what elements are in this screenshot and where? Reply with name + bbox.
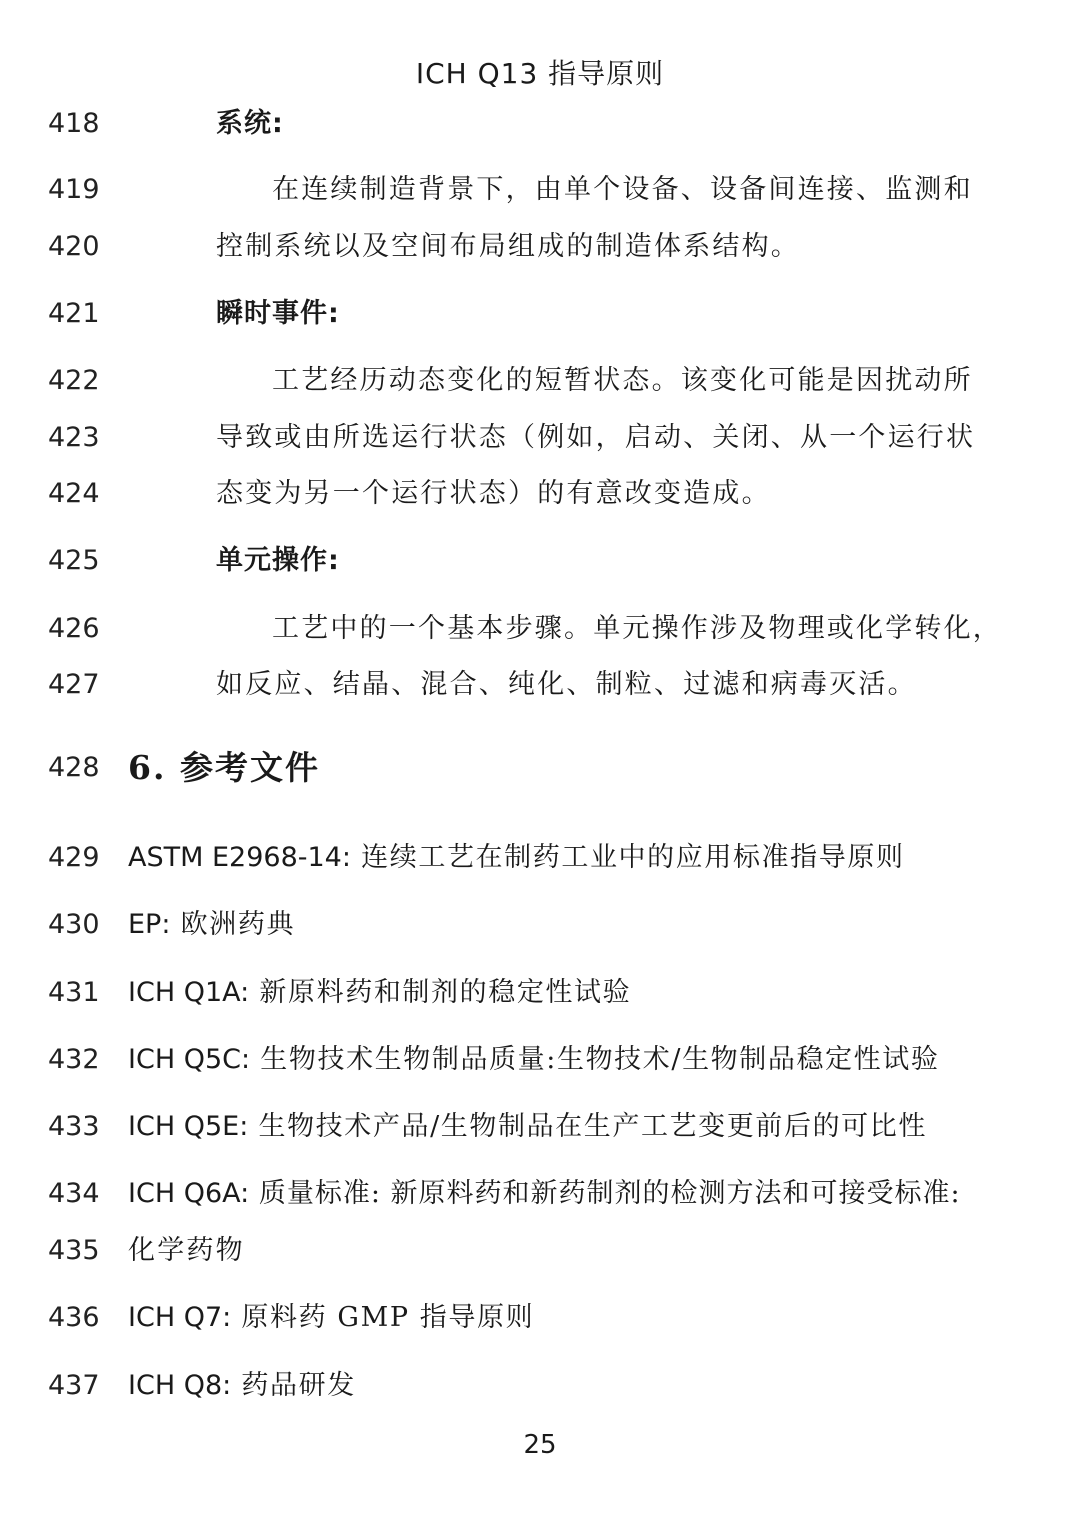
reference-title: 生物技术生物制品质量:生物技术/生物制品稳定性试验 bbox=[260, 1044, 940, 1075]
text-line bbox=[0, 541, 1080, 581]
section-heading: 6. 参考文件 bbox=[128, 748, 320, 787]
line-number: 421 bbox=[48, 298, 100, 329]
reference-entry bbox=[128, 973, 631, 1013]
line-number: 434 bbox=[48, 1178, 100, 1209]
reference-title: 生物技术产品/生物制品在生产工艺变更前后的可比性 bbox=[258, 1111, 927, 1142]
term-heading: 瞬时事件: bbox=[216, 298, 340, 329]
reference-entry bbox=[128, 1174, 961, 1214]
reference-code: ICH Q6A: bbox=[128, 1178, 250, 1209]
text-line bbox=[0, 170, 1080, 210]
text-line bbox=[0, 1366, 1080, 1406]
line-number: 430 bbox=[48, 909, 100, 940]
line-number: 437 bbox=[48, 1370, 100, 1401]
definition-text: 导致或由所选运行状态（例如，启动、关闭、从一个运行状 bbox=[216, 422, 976, 453]
reference-entry bbox=[128, 838, 905, 878]
text-line bbox=[0, 609, 1080, 649]
reference-code: ICH Q5E: bbox=[128, 1111, 249, 1142]
reference-title: 原料药 GMP 指导原则 bbox=[241, 1302, 535, 1333]
text-line bbox=[0, 1231, 1080, 1271]
text-line bbox=[0, 1298, 1080, 1338]
reference-title: 新原料药和制剂的稳定性试验 bbox=[259, 977, 632, 1008]
line-number: 426 bbox=[48, 613, 100, 644]
text-line bbox=[0, 474, 1080, 514]
line-number: 425 bbox=[48, 545, 100, 576]
reference-entry bbox=[128, 1298, 534, 1338]
text-line bbox=[0, 1040, 1080, 1080]
text-line bbox=[0, 1107, 1080, 1147]
text-line bbox=[0, 905, 1080, 945]
line-number: 429 bbox=[48, 842, 100, 873]
text-line bbox=[0, 665, 1080, 705]
line-number: 432 bbox=[48, 1044, 100, 1075]
text-line bbox=[0, 973, 1080, 1013]
line-number: 418 bbox=[48, 108, 100, 139]
text-line bbox=[0, 1174, 1080, 1214]
reference-title: 药品研发 bbox=[241, 1370, 356, 1401]
reference-title: 质量标准: 新原料药和新药制剂的检测方法和可接受标准: bbox=[258, 1178, 961, 1209]
definition-text: 在连续制造背景下，由单个设备、设备间连接、监测和 bbox=[272, 174, 973, 205]
line-number: 419 bbox=[48, 174, 100, 205]
page-number: 25 bbox=[523, 1430, 557, 1460]
reference-code: ASTM E2968-14: bbox=[128, 842, 351, 873]
line-number: 433 bbox=[48, 1111, 100, 1142]
definition-text: 工艺中的一个基本步骤。单元操作涉及物理或化学转化， bbox=[272, 613, 1002, 644]
definition-text: 工艺经历动态变化的短暂状态。该变化可能是因扰动所 bbox=[272, 365, 973, 396]
line-number: 431 bbox=[48, 977, 100, 1008]
line-number: 420 bbox=[48, 231, 100, 262]
text-line bbox=[0, 227, 1080, 267]
reference-continuation: 化学药物 bbox=[128, 1235, 245, 1266]
definition-text: 控制系统以及空间布局组成的制造体系结构。 bbox=[216, 231, 800, 262]
reference-title: 欧洲药典 bbox=[180, 909, 296, 940]
reference-entry bbox=[128, 905, 295, 945]
term-heading: 单元操作: bbox=[216, 545, 340, 576]
text-line bbox=[0, 748, 1080, 788]
definition-text: 态变为另一个运行状态）的有意改变造成。 bbox=[216, 478, 771, 509]
line-number: 435 bbox=[48, 1235, 100, 1266]
reference-code: EP: bbox=[128, 909, 171, 940]
term-heading: 系统: bbox=[216, 108, 284, 139]
line-number: 427 bbox=[48, 669, 100, 700]
reference-code: ICH Q5C: bbox=[128, 1044, 251, 1075]
text-line bbox=[0, 104, 1080, 144]
reference-code: ICH Q1A: bbox=[128, 977, 250, 1008]
reference-entry bbox=[128, 1366, 356, 1406]
line-number: 436 bbox=[48, 1302, 100, 1333]
line-number: 423 bbox=[48, 422, 100, 453]
reference-entry bbox=[128, 1040, 939, 1080]
text-line bbox=[0, 361, 1080, 401]
reference-code: ICH Q7: bbox=[128, 1302, 232, 1333]
definition-text: 如反应、结晶、混合、纯化、制粒、过滤和病毒灭活。 bbox=[216, 669, 917, 700]
reference-title: 连续工艺在制药工业中的应用标准指导原则 bbox=[361, 842, 905, 873]
text-line bbox=[0, 418, 1080, 458]
line-number: 428 bbox=[48, 752, 100, 783]
text-line bbox=[0, 294, 1080, 334]
page-header-title: ICH Q13 指导原则 bbox=[415, 57, 665, 90]
text-line bbox=[0, 838, 1080, 878]
line-number: 424 bbox=[48, 478, 100, 509]
reference-code: ICH Q8: bbox=[128, 1370, 232, 1401]
line-number: 422 bbox=[48, 365, 100, 396]
reference-entry bbox=[128, 1107, 927, 1147]
